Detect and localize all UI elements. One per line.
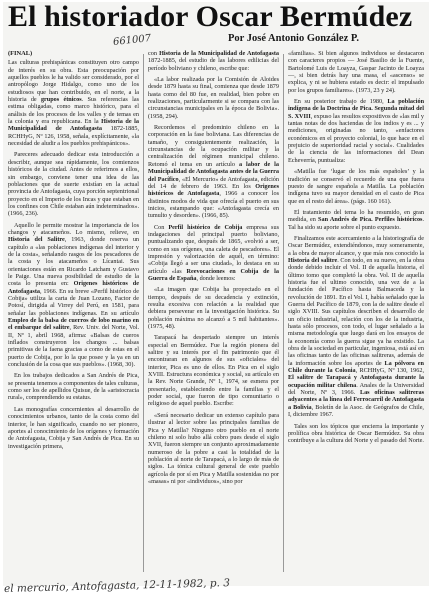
article-bold-title: a labor de la Municipalidad de Antofagasta antes de la Guerra del Pacífico: [148, 160, 279, 183]
article-bold-title: El salitre de Tarapacá y Antofagasta durante la ocupación militar chilena: [288, 374, 424, 389]
article-bold-title: La población indígena de la Doctrina de Pica. Segunda mitad del S. XVIII: [288, 98, 424, 120]
article-paragraph: [8, 406, 139, 450]
dateline-tag: (FINAL): [8, 50, 33, 57]
article-text: En los trabajos dedicados a San Andrés de Pica, se presenta tenemos a componentes de tales culturas, como ser los de apellidos Quisue, de la «aristocracia rural», comprendiendo su estatus.: [8, 372, 139, 402]
article-column-1: [8, 50, 139, 578]
article-text: «Matilla fue ‘lugar de los más españoles’ y la tradición se conservó el recuerdo de una que fuera puesto de sangre española a Matilla. La población indígena tuvo su mayor densidad en el casto de Pica que en el resto del área». (págs. 160 161).: [288, 168, 424, 205]
article-text: Las monografías concernientes al desarrollo de conocimientos urbanos, tanto de la costa como del interior, le han significado, cuando no ser pionero, aportes al conocimiento de los orígenes y formación de Antofagasta, Cobija y San Andrés de Pica. En su investigación primera,: [8, 405, 139, 450]
article-byline: Por José Antonio González P.: [228, 33, 359, 44]
handwritten-source-note: el mercurio, Antofagasta, 12-11-1982, p. 3: [3, 577, 231, 595]
article-paragraph: [148, 412, 279, 485]
article-text: «familias». Si bien algunos individuos se destacaron con caracteres propios — José Basilio de la Fuente, Bartolomé Luis de Loayza, Gaspar Jacinto de Loayza —, si bien detrás hay una masa, el «ascenso» se explica, y ni se hubiera estado es decir: el impulsado por los grupos familiares». (1973, 23 y 24).: [288, 50, 424, 94]
article-text: El tratamiento del tema lo ha resumido, en gran medida, en: [288, 208, 424, 224]
article-text: . Sus referencias las estima obligadas, como marco histórico, para el análisis de los procesos de los valles y de temas en la colonia y era republicana. En la: [8, 96, 139, 126]
article-paragraph: [288, 235, 424, 419]
article-text: con: [148, 50, 160, 57]
article-text: Tarapacá ha despertado siempre un interés especial en Bermúdez. Fue la región pionera del salitre y su interés por el fin patrimonio que él encontraran en algunos de sus «oficiales» del interior, Pica es uno de ellos. En Pica en el siglo XVIII. Estructura económica y social, su artículo en la Rev. Norte Grande, Nº 1, 1974, se esmera por presentarlo, estableciendo entre la familias y el poder social, que fueron de tipo comunitario o religioso de aquel pueblo. Escribe:: [148, 334, 279, 408]
column-divider: [283, 54, 284, 572]
article-text: , Boletín de la Asoc. de Geógrafos de Chile, I, diciembre 1967.: [288, 403, 424, 419]
article-paragraph: [148, 334, 279, 407]
article-paragraph: [148, 224, 279, 283]
article-text: , «El Mercurio» de Antofagasta, edición del 14 de febrero de 1963. En los: [148, 175, 279, 190]
article-paragraph: [8, 151, 139, 217]
article-paragraph: [288, 423, 424, 445]
handwritten-archive-number: 661007: [112, 33, 152, 48]
article-bold-title: Origenes históricos de Antofagasta: [148, 182, 279, 198]
article-bold-title: Historia del salitre: [288, 256, 338, 264]
article-paragraph: [288, 168, 424, 205]
article-text: , RCHHyG, Nº 130, 1962,: [355, 367, 424, 375]
article-bold-title: Historia de la Municipalidad de Antofagasta: [159, 50, 279, 57]
article-text: Las culturas prehispánicas constituyen otro campo de interés en su obra. Esta preocupación por aquellos pueblos le ha valido ser considerado, por el antropólogo Jorge Hidalgo, como uno de los estudiosos que han contribuido, en el norte, a la historia de: [8, 59, 139, 104]
article-text: , expuso las resultos expositivos de «las mil y tantas notas de dos haciendas de los indios y es ... y mediciones, originadas no tanto, «enfactores económicos en el proyecto colonial, lo que hace en el prejuicio de superioridad racial y social». Cualidades de la ciencia de las informaciones del Dean Echeverría, puntualiza:: [288, 112, 424, 164]
article-bold-title: San Andrés de Pica. Perfiles históricos: [318, 216, 423, 224]
article-paragraph: [8, 222, 139, 369]
article-paragraph: [288, 209, 424, 231]
article-bold-title: Empleo de la balsa de cuerros de lobo marino en el embarque del salitre: [8, 317, 139, 332]
article-text: , donde leemos:: [196, 274, 236, 282]
article-bold-title: Perfil histórico de Cobija: [168, 223, 243, 231]
article-text: , Rev. Univ. del Norte, Vol. II, Nº 1, abril 1968, afirma: «Balsas de cueros inflados construyeron los changos ... balsas primitivas de la faena gracias a como de estas en el puerto de Cobija, por lo la que posee y la ya en un conclusión de la cosa que sus pueblos». (1968, 30).: [8, 324, 139, 369]
article-text: 1872-1885, del estudio de las labores edilicias del período boliviano y chileno, escribe que:: [148, 57, 279, 72]
article-text: . Con todo, en su nuevo, en la obra donde debido incluir el Vol. II de aquella historia, el último tomo que completó la obra. Vol. II de aquella historia fue el ultimo conocido, una vez de a la fundación del Pacífico hasta Balmaceda y la revolución de 1891. En el Vol. I, había señalado que la Guerra del Pacífico de 1879, con la de salitre desde el siglo XVIII. Sus capítulos describen el desarrollo de un oficio industrial, relación con los de la industria, hasta sólo procesos, con todo, el lugar señalado a la misma metodología que luego dará en los ensayos de la economía como la guerra sigue ya ha existido. La obra de la sociedad en particular, ingeniosa, está así en las oficinas tanto de las oficinas salitreras, además de la información sobre los aportes de: [288, 256, 424, 367]
article-paragraph: [148, 76, 279, 120]
article-bold-title: La pólvora en Chile durante la Colonia: [288, 359, 424, 375]
article-bold-title: grupos étnicos: [40, 96, 82, 104]
column-divider: [143, 54, 144, 572]
article-text: En su posterior trabajo de 1980,: [294, 98, 388, 106]
article-text: Pareceres adecuado dedicar esta introducción a describir, aunque sea rápidamente, los comienzos históricos de la ciudad. Antes de referirnos a ellos, sin embargo, conviene tener una idea de las poblaciones que de suerte existían en la actual provincia de Antofagasta, cuya porción septentrional proyecto en el Imperio de los Incas y que estaban en los confines con Chile estaban aún indeterminados». (1966, 236).: [8, 151, 139, 218]
article-bold-title: Historia de la Municipalidad de Antofagasta: [8, 118, 139, 133]
article-text: , 1966. En su breve «Perfil histórico de Cobija» utiliza la carta de Juan Lozano, Factor de Potosí, dirigida al Virrey del Perú, en 1581, para señalar las poblaciones indígenas. En su artículo: [8, 287, 139, 317]
article-text: Finalizamos este acercamiento a la historiografía de Oscar Bermúdez, extendiéndonos, muy someramente, a la obra de mayor alcance, y que más nos conocido la: [288, 234, 424, 257]
article-text: Aquello le permite mostrar la importancia de los changos y atacameños. Lo mismo, relieve, en: [8, 221, 139, 236]
article-column-2: [148, 50, 279, 578]
article-text: Con: [154, 223, 169, 231]
article-column-3: [288, 50, 424, 578]
article-text: empresa sus indagaciones del principal puerto boliviano, puntualizando que, después de 1865, «volvió a ser, como en sus orígenes, una caleta de pescadores». El impresión y valorización de aquél, en término: «Cobija llegó a ser una ciudad», lo destaca en su artículo «las: [148, 223, 279, 275]
article-paragraph: [8, 59, 139, 147]
article-paragraph: [8, 372, 139, 401]
article-body: [8, 50, 426, 578]
article-paragraph: [288, 50, 424, 94]
article-paragraph: [148, 124, 279, 219]
article-text: Tales son los tópicos que encierra la importante y prolífica obra histórica de Oscar Bermúdez. Su obra contribuye a la cultura del Norte y el pasado del Norte.: [288, 422, 424, 445]
article-text: «La labor realizada por la Comisión de Aloides desde 1879 hasta su final, comienza que desde 1879 hasta como del 80 fue, en realidad, bien pobre en realizaciones, particularmente si se compara con las circunstancias municipales en la época de Bolivia». (1958, 294).: [148, 76, 279, 120]
article-bold-title: Origenes históricos de Antofagasta: [8, 280, 139, 295]
article-text: , 1966 a conocer los distintos modos de vida que ofrecía el puerto en sus inicios, estampando que: «Antofagasta crecía en tumulto y desorden». (1966, 85).: [148, 190, 279, 220]
article-paragraph: [148, 286, 279, 330]
article-text: «La imagen que Cobija ha proyectado en el tiempo, después de su decadencia y extinción, resulta excesiva con relación a la realidad que debiera perseverar en la investigación histórica. Su población máxima no alcanzó a 5 mil habitantes». (1975, 48).: [148, 286, 279, 331]
article-text: . Anales de la Universidad del Norte, Nº 3, 1966.: [288, 381, 424, 397]
article-text: Recordemos el predominio chileno en la corporación en la fase boliviana. Las diferencias de tamaño, y consiguientemente realización, la circunstancias de la ocupación militar y la centralización del régimen municipal chileno. Retomó el tema en un artículo: [148, 124, 279, 168]
article-text: 1872-1885, RCHHyG, Nº 126, 1958, señala, explícitamente, «la necesidad de aludir a los pueblos prehispánicos».: [8, 125, 139, 148]
article-paragraph: [288, 98, 424, 164]
article-bold-title: Las oficinas salitreras adyacentes a la línea del Ferrocarril de Antofagasta a Bolivia: [288, 389, 424, 411]
article-bold-title: Reevocaciones en Cobija de la Guerra de España: [148, 267, 279, 282]
article-text: , 1963, donde reserva un capítulo a «las poblaciones indígenas del interior y de la costa», señalando rasgos de los pescadores de la costa y los atacameños o Lícantai. Sus orientaciones están en Ricardo Latcham y Gustavo le Paige. Una nueva posibilidad de estudio de la costa lo presenta en:: [8, 236, 139, 288]
article-bold-title: Historia del Salitre: [8, 236, 65, 244]
article-text: «Será necesario dedicar un extenso capítulo para ilustrar al lector sobre las principales familias de Pica y Matilla? Ninguno otro pueblo en el norte chileno ni solo hubo allá cobro pues desde el siglo XVII, fueron siempre un conjunto aproximadamente numeroso de la pobre a casi la totalidad de la población al norte de Tarapacá, a lo largo de más de siglos. La tónica cultural general de este pueblo agrícola de por sí en Pica y Matilla sostenidas no por «masas» ni por «individuos», sino por: [148, 411, 279, 485]
article-paragraph: [148, 50, 279, 72]
article-text: . Tal ha sido su aporte sobre el punto expuesto.: [288, 216, 424, 231]
article-headline: El historiador Oscar Bermúdez: [8, 0, 413, 33]
